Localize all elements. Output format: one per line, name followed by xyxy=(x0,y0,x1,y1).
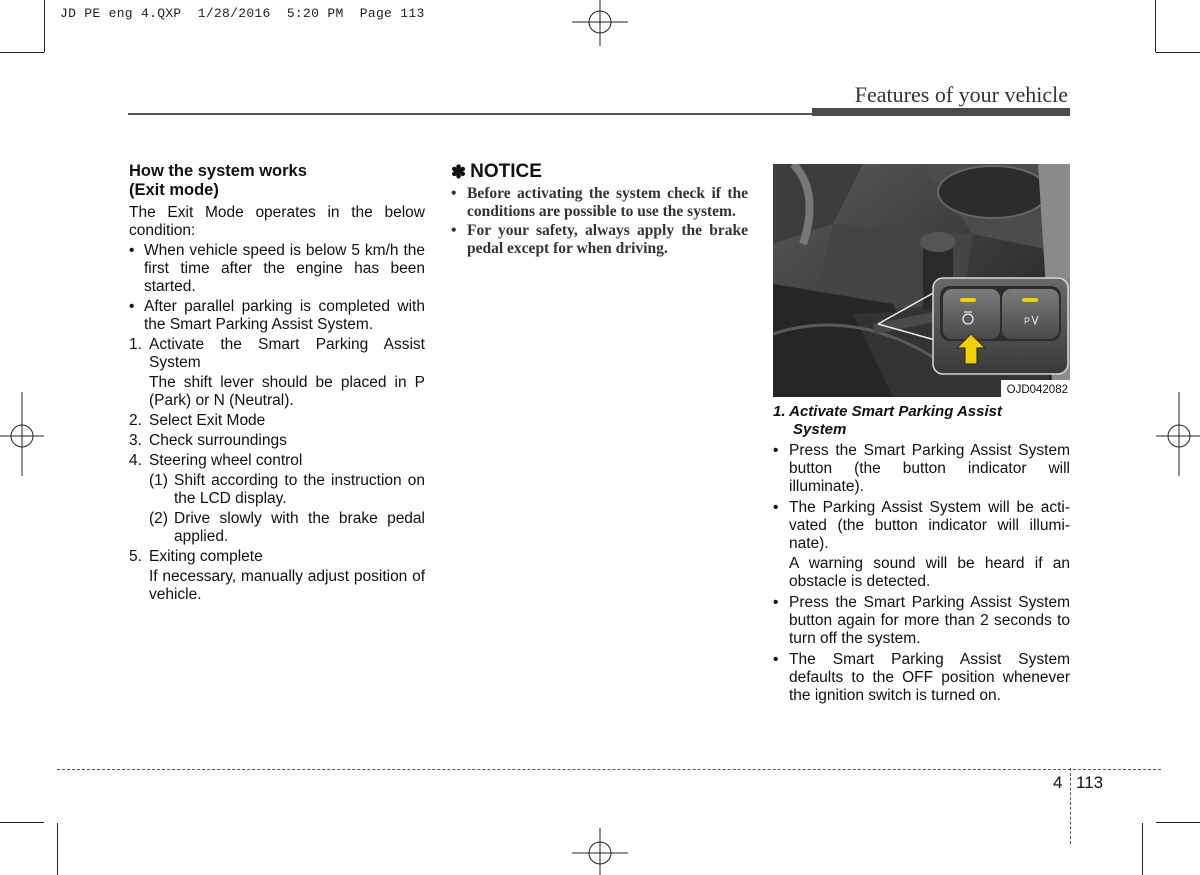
instruction-item xyxy=(773,594,1070,648)
sub-step-text: Drive slowly with the brake pedal applied. xyxy=(174,510,425,545)
notice-text: For your safety, always apply the brake pedal except for when driving. xyxy=(467,222,748,257)
step-number: 1. xyxy=(129,336,142,353)
instruction-text: The Parking Assist System will be acti-vated (the button indicator will illumi-nate). xyxy=(789,499,1070,552)
instruction-item xyxy=(773,651,1070,705)
sub-step-number: (1) xyxy=(149,472,168,489)
step-text: Select Exit Mode xyxy=(149,412,266,429)
page-number: 113 xyxy=(1076,773,1104,792)
sub-step-item xyxy=(129,510,425,546)
crop-mark-tr-v xyxy=(1155,0,1156,52)
step-number: 3. xyxy=(129,432,142,449)
step-item xyxy=(129,452,425,470)
caption-line-2: System xyxy=(793,421,847,438)
section-title: Features of your vehicle xyxy=(854,82,1068,107)
instruction-item xyxy=(773,499,1070,553)
notice-title: NOTICE xyxy=(470,161,542,182)
notice-text: Before activating the system check if the conditions are possible to use the system. xyxy=(467,185,748,220)
notice-item xyxy=(451,222,748,257)
sub-step-item xyxy=(129,472,425,508)
condition-text: When vehicle speed is below 5 km/h the first time after the engine has been started. xyxy=(144,242,425,295)
step-note: The shift lever should be placed in P (Park) or N (Neutral). xyxy=(149,374,425,409)
footer-dashed-rule xyxy=(57,769,1161,770)
step-text: Check surroundings xyxy=(149,432,287,449)
step-number: 4. xyxy=(129,452,142,469)
step-item xyxy=(129,548,425,566)
crop-mark-bl-h xyxy=(0,822,44,823)
instruction-note: A warning sound will be heard if an obstacle is detected. xyxy=(789,555,1070,590)
bullet-marker: • xyxy=(451,185,457,202)
step-note: If necessary, manually adjust position of vehicle. xyxy=(149,568,425,603)
figure-code: OJD042082 xyxy=(1006,384,1068,396)
crop-mark-tl-h xyxy=(0,52,44,53)
notice-item xyxy=(451,185,748,220)
step-text: Exiting complete xyxy=(149,548,263,565)
registration-mark-top xyxy=(572,0,628,46)
condition-item xyxy=(129,242,425,296)
bullet-marker: • xyxy=(129,242,135,259)
heading-line-1: How the system works xyxy=(129,162,307,180)
step-text: Activate the Smart Parking Assist System xyxy=(149,336,425,371)
condition-item xyxy=(129,298,425,334)
bullet-marker: • xyxy=(773,499,779,516)
condition-text: After parallel parking is completed with the Smart Parking Assist System. xyxy=(144,298,425,333)
crop-mark-br-v xyxy=(1142,823,1143,875)
step-number: 2. xyxy=(129,412,142,429)
crop-mark-bl-v xyxy=(57,823,58,875)
svg-text:P: P xyxy=(1024,316,1031,326)
sub-step-number: (2) xyxy=(149,510,168,527)
registration-mark-left xyxy=(0,392,44,476)
registration-mark-bottom xyxy=(572,828,628,875)
step-item xyxy=(129,336,425,372)
step-item xyxy=(129,432,425,450)
instruction-text: Press the Smart Parking Assist System button again for more than 2 seconds to turn off the system. xyxy=(789,594,1070,647)
console-illustration xyxy=(773,164,1070,397)
bullet-marker: • xyxy=(773,442,779,459)
crop-mark-br-h xyxy=(1156,822,1200,823)
footer-vertical-rule xyxy=(1070,768,1071,844)
registration-mark-right xyxy=(1156,392,1200,476)
bullet-marker: • xyxy=(773,651,779,668)
bullet-marker: • xyxy=(451,222,457,239)
bullet-marker: • xyxy=(773,594,779,611)
notice-box xyxy=(451,161,748,257)
step-item xyxy=(129,412,425,430)
header-rule-bold xyxy=(812,108,1070,116)
exit-mode-column xyxy=(129,162,425,604)
notice-star-icon: ✽ xyxy=(451,162,467,182)
instruction-text: Press the Smart Parking Assist System button (the button indicator will illuminate). xyxy=(789,442,1070,495)
crop-mark-tl-v xyxy=(44,0,45,52)
header-rule xyxy=(128,113,813,115)
heading-line-2: (Exit mode) xyxy=(129,181,219,199)
instruction-item xyxy=(773,442,1070,496)
notice-heading xyxy=(451,161,748,183)
exit-mode-heading xyxy=(129,162,425,200)
activate-column xyxy=(773,403,1070,705)
exit-mode-intro: The Exit Mode operates in the below condition: xyxy=(129,204,425,239)
step-number: 5. xyxy=(129,548,142,565)
crop-mark-tr-h xyxy=(1156,52,1200,53)
step-text: Steering wheel control xyxy=(149,452,303,469)
bullet-marker: • xyxy=(129,298,135,315)
chapter-number: 4 xyxy=(1053,773,1063,792)
caption-line-1: 1. Activate Smart Parking Assist xyxy=(773,403,1002,420)
print-slug: JD PE eng 4.QXP 1/28/2016 5:20 PM Page 113 xyxy=(60,6,425,21)
instruction-text: The Smart Parking Assist System defaults to the OFF position whenever the ignition switch is turned on. xyxy=(789,651,1070,704)
sub-step-text: Shift according to the instruction on the LCD display. xyxy=(174,472,425,507)
figure-caption xyxy=(773,403,1070,439)
console-photo xyxy=(773,164,1070,397)
